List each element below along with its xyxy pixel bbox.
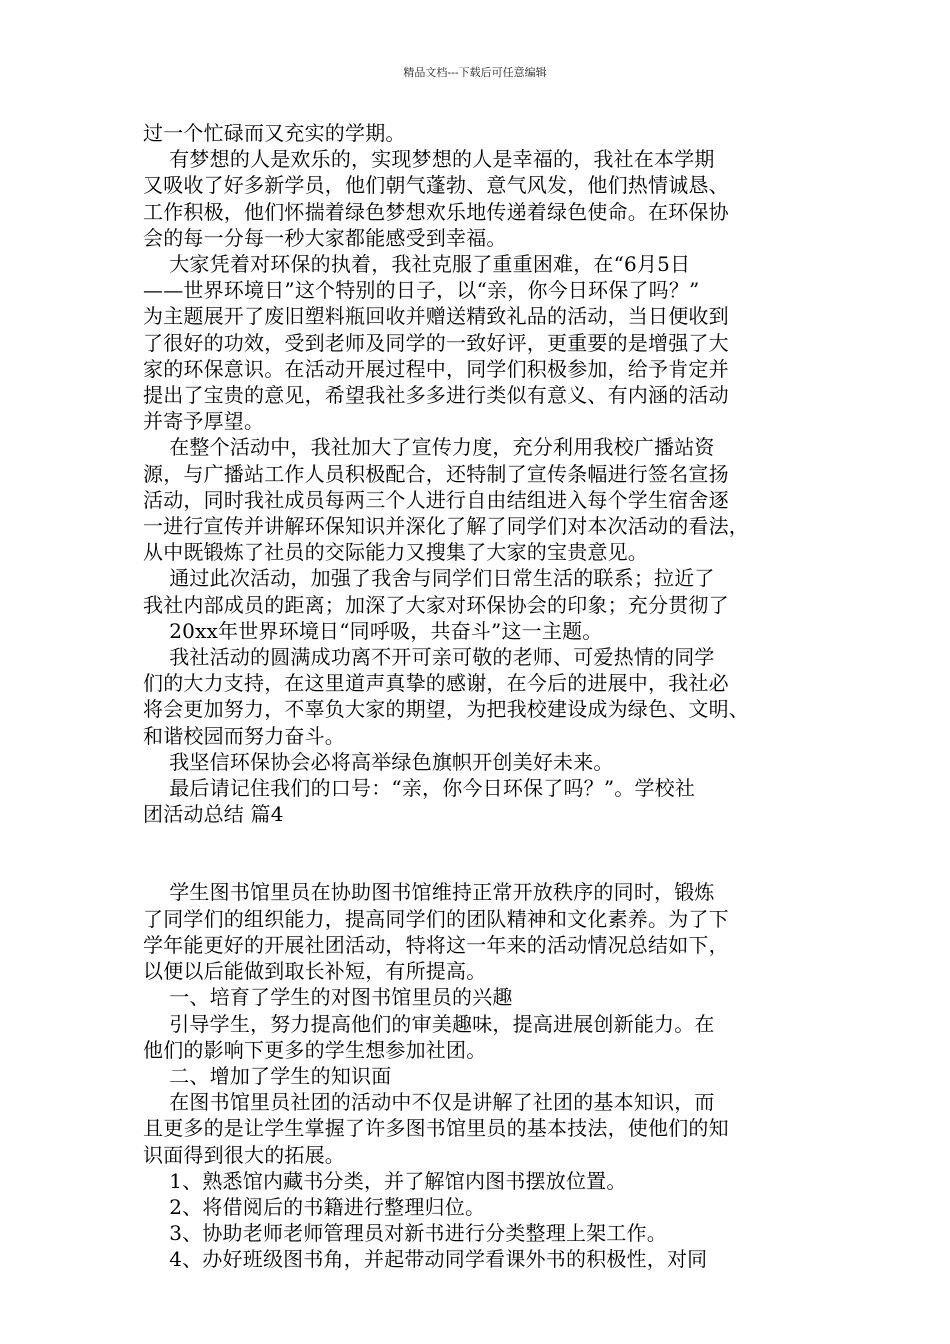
text-line: 引导学生，努力提高他们的审美趣味，提高进展创新能力。在 — [143, 1011, 715, 1036]
text-line: 了很好的功效，受到老师及同学的一致好评，更重要的是增强了大 — [143, 330, 729, 355]
page-header: 精品文档---下载后可任意编辑 — [403, 66, 547, 79]
text-line: 在图书馆里员社团的活动中不仅是讲解了社团的基本知识，而 — [143, 1090, 715, 1115]
text-line: 们的大力支持，在这里道声真挚的感谢，在今后的进展中，我社必 — [143, 671, 729, 696]
section-gap — [143, 827, 823, 879]
text-line: 工作积极，他们怀揣着绿色梦想欢乐地传递着绿色使命。在环保协 — [143, 199, 729, 224]
text-line: 且更多的是让学生掌握了许多图书馆里员的基本技法，使他们的知 — [143, 1116, 729, 1141]
text-line: 最后请记住我们的口号：“亲，你今日环保了吗？”。学校社 — [143, 776, 696, 801]
list-item-line: 3、协助老师老师管理员对新书进行分类整理上架工作。 — [143, 1221, 667, 1246]
text-line: 20xx年世界环境日“同呼吸，共奋斗”这一主题。 — [143, 618, 603, 643]
text-line: 在整个活动中，我社加大了宣传力度，充分利用我校广播站资 — [143, 435, 715, 460]
text-line: 源，与广播站工作人员积极配合，还特制了宣传条幅进行签名宣扬 — [143, 461, 729, 486]
list-item-line: 1、熟悉馆内藏书分类，并了解馆内图书摆放位置。 — [143, 1168, 627, 1193]
text-line: 将会更加努力，不辜负大家的期望，为把我校建设成为绿色、文明、 — [143, 697, 749, 722]
section-heading-line: 团活动总结 篇4 — [143, 802, 284, 827]
document-body — [143, 120, 823, 1273]
text-line: 又吸收了好多新学员，他们朝气蓬勃、意气风发，他们热情诚恳、 — [143, 173, 729, 198]
text-line: 有梦想的人是欢乐的，实现梦想的人是幸福的，我社在本学期 — [143, 147, 715, 172]
text-line: 他们的影响下更多的学生想参加社团。 — [143, 1037, 487, 1062]
text-line: 为主题展开了废旧塑料瓶回收并赠送精致礼品的活动，当日便收到 — [143, 304, 729, 329]
text-line: 我社活动的圆满成功离不开可亲可敬的老师、可爱热情的同学 — [143, 645, 715, 670]
text-line: 一进行宣传并讲解环保知识并深化了解了同学们对本次活动的看法， — [143, 514, 749, 539]
text-line: 以便以后能做到取长补短，有所提高。 — [143, 959, 487, 984]
text-line: 提出了宝贵的意见，希望我社多多进行类似有意义、有内涵的活动 — [143, 383, 729, 408]
text-line: 识面得到很大的拓展。 — [143, 1142, 345, 1167]
text-line: 我社内部成员的距离；加深了大家对环保协会的印象；充分贯彻了 — [143, 592, 729, 617]
text-line: 会的每一分每一秒大家都能感受到幸福。 — [143, 225, 507, 250]
text-line: 通过此次活动，加强了我舍与同学们日常生活的联系；拉近了 — [143, 566, 715, 591]
text-line: 过一个忙碌而又充实的学期。 — [143, 121, 406, 145]
subheading-line: 一、培育了学生的对图书馆里员的兴趣 — [143, 985, 513, 1010]
subheading-line: 二、增加了学生的知识面 — [143, 1063, 392, 1088]
list-item-line: 2、将借阅后的书籍进行整理归位。 — [143, 1194, 486, 1219]
text-line: ——世界环境日”这个特别的日子，以“亲，你今日环保了吗？” — [143, 278, 700, 303]
text-line: 和谐校园而努力奋斗。 — [143, 723, 345, 748]
list-item-line: 4、办好班级图书角，并起带动同学看课外书的积极性，对同 — [143, 1247, 708, 1272]
text-line: 并寄予厚望。 — [143, 409, 265, 434]
text-line: 学年能更好的开展社团活动，特将这一年来的活动情况总结如下， — [143, 932, 729, 957]
text-line: 我坚信环保协会必将高举绿色旗帜开创美好未来。 — [143, 749, 614, 774]
text-line: 活动，同时我社成员每两三个人进行自由结组进入每个学生宿舍逐 — [143, 487, 729, 512]
text-line: 家的环保意识。在活动开展过程中，同学们积极参加，给予肯定并 — [143, 356, 729, 381]
text-line: 大家凭着对环保的执着，我社克服了重重困难，在“6月5日 — [143, 252, 691, 277]
text-line: 学生图书馆里员在协助图书馆维持正常开放秩序的同时，锻炼 — [143, 880, 715, 905]
text-line: 从中既锻炼了社员的交际能力又搜集了大家的宝贵意见。 — [143, 540, 648, 565]
text-line: 了同学们的组织能力，提高同学们的团队精神和文化素养。为了下 — [143, 906, 729, 931]
